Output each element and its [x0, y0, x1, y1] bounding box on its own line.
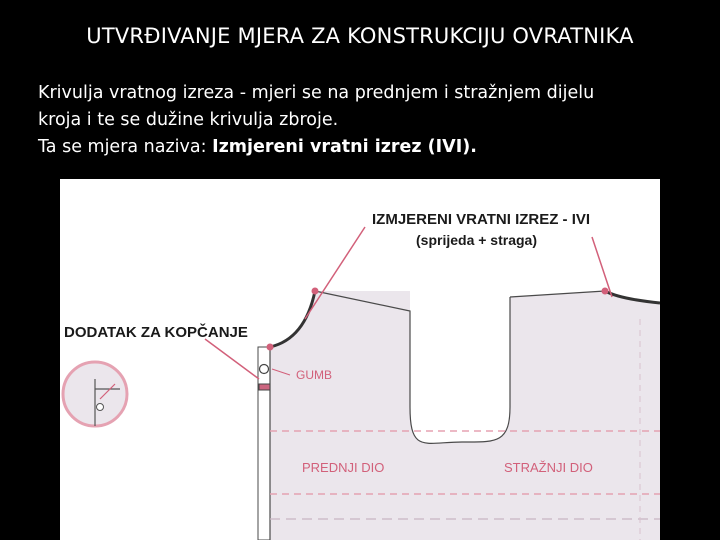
dodatak-callout-line — [205, 339, 259, 379]
dodatak-label: DODATAK ZA KOPČANJE — [64, 324, 248, 341]
ivi-term: Izmjereni vratni izrez (IVI). — [212, 137, 477, 157]
pattern-diagram — [60, 179, 660, 540]
body-text-line-2: kroja i te se dužine krivulja zbroje. — [38, 110, 339, 130]
gumb-label: GUMB — [296, 368, 332, 382]
button-extension — [258, 347, 270, 540]
prednji-dio-label: PREDNJI DIO — [302, 460, 385, 475]
back-neck-point — [602, 288, 609, 295]
body-text-line-3-prefix: Ta se mjera naziva: — [38, 137, 213, 157]
buttonhole-mark — [259, 384, 270, 390]
ivi-callout-line-back — [592, 237, 612, 297]
button-mark — [260, 365, 269, 374]
ivi-label: IZMJERENI VRATNI IZREZ - IVI — [372, 211, 591, 228]
neckline-point-shoulder — [312, 288, 319, 295]
ivi-sub-label: (sprijeda + straga) — [416, 232, 537, 248]
body-text-line-1: Krivulja vratnog izreza - mjeri se na prednjem i stražnjem dijelu — [38, 83, 595, 103]
magnifier-detail — [63, 362, 127, 426]
neckline-point-front — [267, 344, 274, 351]
slide-title: UTVRĐIVANJE MJERA ZA KONSTRUKCIJU OVRATNIKA — [86, 24, 634, 48]
pattern-shape — [270, 291, 660, 540]
body-text-line-3 — [38, 134, 698, 161]
pattern-figure — [60, 179, 660, 540]
body-text — [38, 80, 698, 161]
armhole-curve — [410, 297, 510, 443]
straznji-dio-label: STRAŽNJI DIO — [504, 460, 593, 475]
